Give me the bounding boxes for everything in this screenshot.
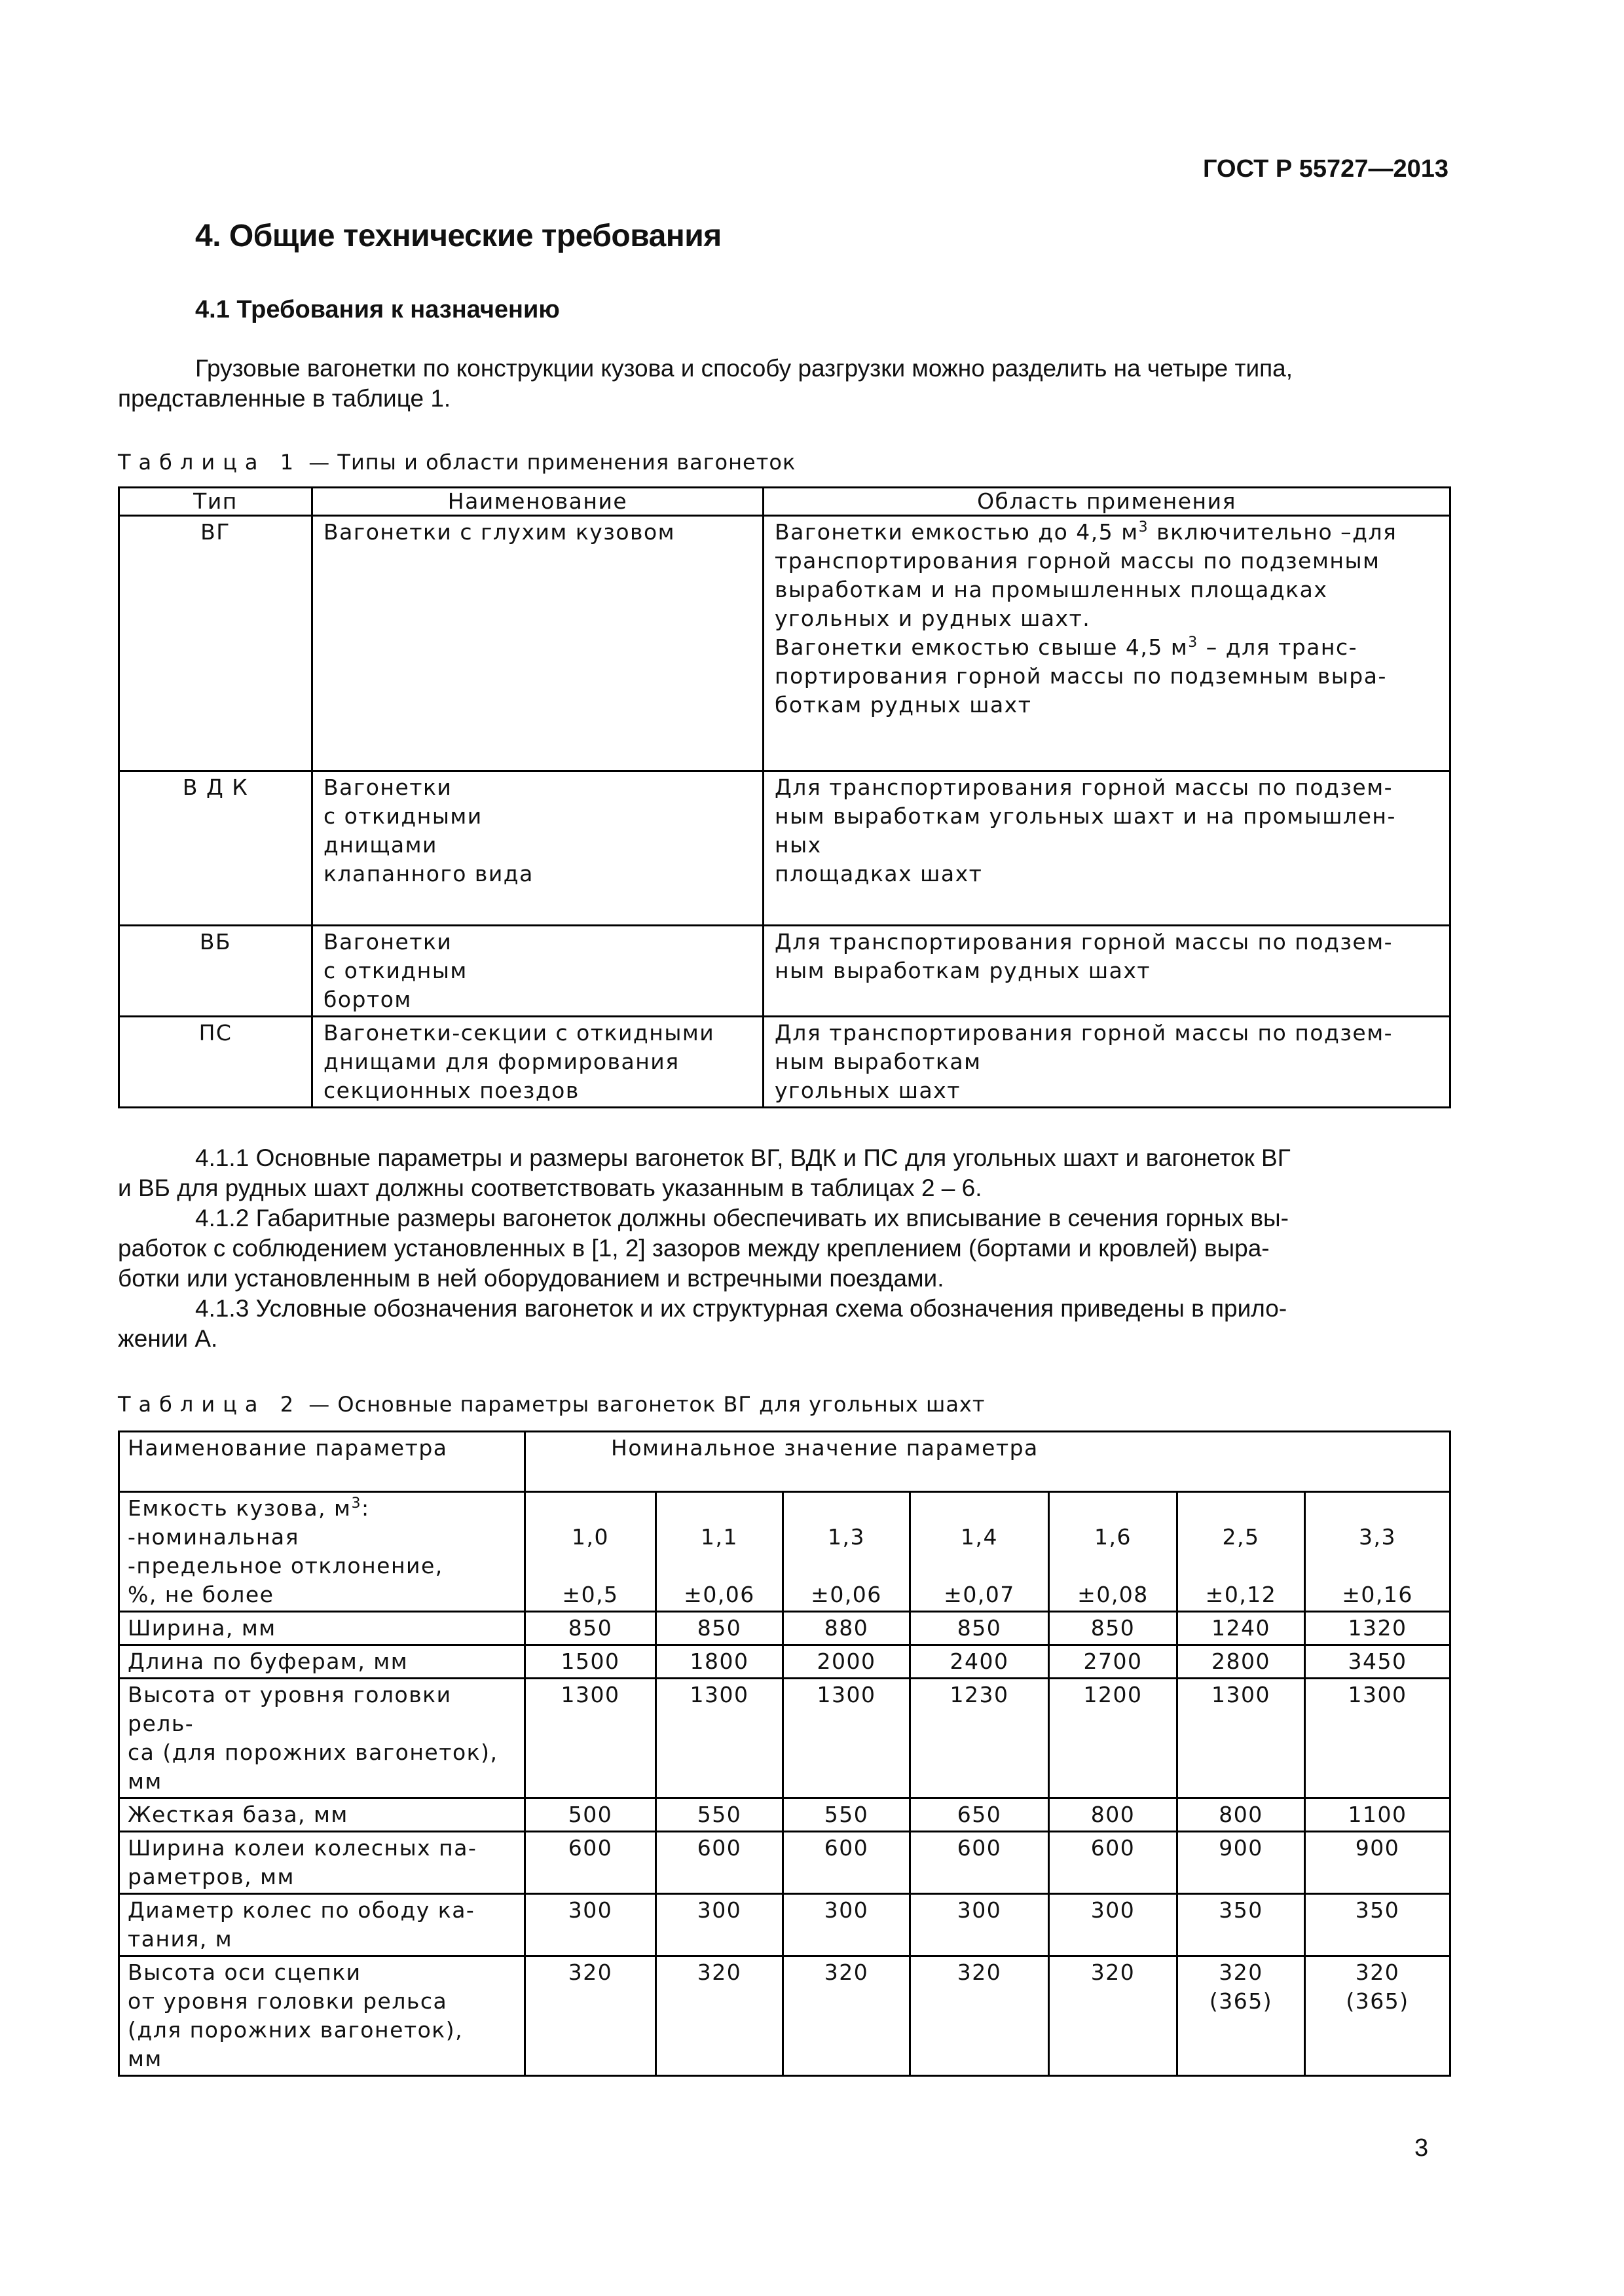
table2-value: 1300: [1211, 1682, 1270, 1707]
table2-value-cell: [1305, 1894, 1450, 1956]
table2-param-cell-line: Ширина, мм: [128, 1615, 276, 1641]
table2-value-cell: [910, 1798, 1049, 1832]
clause-4-1-3: [118, 1294, 1449, 1354]
table2-value-cell: [1305, 1956, 1450, 2076]
table2-param-cell-line: мм: [128, 2046, 162, 2071]
capacity-nominal: 1,3: [828, 1524, 865, 1550]
table2-value-cell: [783, 1798, 910, 1832]
table2-value-cell: [656, 1894, 783, 1956]
capacity-tolerance: ±0,12: [1205, 1582, 1277, 1607]
capacity-nominal: 3,3: [1359, 1524, 1397, 1550]
table2-capacity-label-line: Емкость кузова, $м^3$:: [128, 1495, 370, 1521]
table2-value: 350: [1219, 1897, 1263, 1923]
table2-row: [119, 1645, 1450, 1679]
table2-capacity-label: [119, 1492, 525, 1612]
clause-4-1-2: [118, 1203, 1449, 1294]
table1-area-cell-line: Для транспортирования горной массы по подзем-: [775, 1020, 1393, 1046]
table2-value-cell: [783, 1645, 910, 1679]
table1-name-cell: [312, 1017, 764, 1108]
table2-header-value: Номинальное значение параметра: [525, 1432, 1450, 1492]
table-1: [118, 486, 1451, 1108]
table1-area-cell-line: боткам рудных шахт: [775, 692, 1032, 718]
table2-value: 320: [824, 1959, 869, 1985]
table1-name-cell-line: клапанного вида: [323, 861, 534, 886]
table2-value: 300: [957, 1897, 1002, 1923]
capacity-gap: [1186, 1552, 1296, 1580]
table2-value-cell: [910, 1832, 1049, 1894]
table2-value: 2400: [950, 1649, 1009, 1674]
table1-area-cell-line: угольных шахт: [775, 1078, 961, 1103]
table2-capacity-row: [119, 1492, 1450, 1612]
table1-area-cell-line: площадках шахт: [775, 861, 983, 886]
table2-value-cell: [525, 1612, 656, 1645]
table2-capacity-cell: [1305, 1492, 1450, 1612]
table2-caption-text: — Основные параметры вагонеток ВГ для угольных шахт: [301, 1392, 986, 1417]
capacity-gap: [665, 1552, 774, 1580]
table2-value: 320: [568, 1959, 613, 1985]
table2-param-cell-line: Высота оси сцепки: [128, 1959, 361, 1985]
table2-row: [119, 1798, 1450, 1832]
intro-paragraph: [118, 354, 1449, 414]
clause-line: 4.1.3 Условные обозначения вагонеток и их структурная схема обозначения приведены в прило-: [195, 1295, 1287, 1322]
table2-value: 1300: [561, 1682, 620, 1707]
table2-param-cell-line: Ширина колеи колесных па-: [128, 1835, 477, 1861]
table2-param-cell-line: Диаметр колес по ободу ка-: [128, 1897, 475, 1923]
table2-value: 1800: [690, 1649, 749, 1674]
table2-value-cell: [1305, 1612, 1450, 1645]
table2-value: 600: [568, 1835, 613, 1861]
table1-area-cell: [764, 926, 1450, 1017]
table2-value: 2000: [817, 1649, 876, 1674]
table2-value-cell: [1049, 1612, 1177, 1645]
table2-value-cell: [783, 1832, 910, 1894]
table2-param-cell: [119, 1894, 525, 1956]
table2-value-cell: [910, 1679, 1049, 1798]
table2-value: 320: [1090, 1959, 1135, 1985]
table2-row: [119, 1612, 1450, 1645]
table2-param-cell-line: мм: [128, 1768, 162, 1794]
table2-value: 650: [957, 1802, 1002, 1827]
table2-value: 1300: [690, 1682, 749, 1707]
table2-value: 320: [957, 1959, 1002, 1985]
table2-value-cell: [1177, 1894, 1305, 1956]
table2-param-cell: [119, 1679, 525, 1798]
table2-value-cell: [1305, 1645, 1450, 1679]
table1-header-cell: Область применения: [764, 488, 1450, 516]
table2-value: 320: [1219, 1959, 1263, 1985]
table1-name-cell-line: Вагонетки с глухим кузовом: [323, 519, 676, 545]
table1-name-cell: [312, 926, 764, 1017]
table2-value: 600: [957, 1835, 1002, 1861]
table2-param-cell-line: Длина по буферам, мм: [128, 1649, 409, 1674]
table2-value-cell: [525, 1956, 656, 2076]
table2-capacity-label-line: -предельное отклонение,: [128, 1553, 443, 1578]
table2-value-cell: [783, 1612, 910, 1645]
table1-header-cell: Наименование: [312, 488, 764, 516]
table2-value: 3450: [1348, 1649, 1407, 1674]
subsection-title: 4.1 Требования к назначению: [195, 296, 560, 323]
table2-capacity-cell: [910, 1492, 1049, 1612]
capacity-nominal: 1,6: [1094, 1524, 1132, 1550]
table2-header-row: [119, 1432, 1450, 1492]
table1-area-cell-line: ным выработкам угольных шахт и на промышлен-: [775, 803, 1396, 829]
table1-header-cell: Тип: [119, 488, 312, 516]
table1-area-cell-line: ным выработкам: [775, 1049, 982, 1074]
table2-value: 550: [697, 1802, 742, 1827]
table2-value: 1200: [1083, 1682, 1143, 1707]
table2-value: 2700: [1083, 1649, 1143, 1674]
table2-value-cell: [656, 1679, 783, 1798]
table2-value-cell: [656, 1612, 783, 1645]
table2-value: 350: [1355, 1897, 1400, 1923]
capacity-tolerance: ±0,16: [1342, 1582, 1413, 1607]
table2-param-cell: [119, 1832, 525, 1894]
table1-name-cell-line: секционных поездов: [323, 1078, 580, 1103]
table2-value-cell: [1305, 1832, 1450, 1894]
table2-value-cell: [656, 1832, 783, 1894]
table2-param-cell-line: са (для порожних вагонеток),: [128, 1740, 498, 1765]
table1-type-cell: В Д К: [119, 771, 312, 926]
table1-area-cell-line: угольных и рудных шахт.: [775, 606, 1091, 631]
table2-capacity-label-line: %, не более: [128, 1582, 274, 1607]
document-code: ГОСТ Р 55727—2013: [1203, 155, 1449, 183]
table2-caption: [118, 1392, 986, 1417]
table1-name-cell-line: с откидным: [323, 958, 468, 983]
table1-area-cell-line: ных: [775, 832, 822, 858]
capacity-nominal: 1,1: [701, 1524, 738, 1550]
table2-value: 300: [1090, 1897, 1135, 1923]
table1-caption-text: — Типы и области применения вагонеток: [301, 450, 796, 475]
table2-param-cell: [119, 1612, 525, 1645]
table2-value-cell: [656, 1645, 783, 1679]
table1-name-cell-line: бортом: [323, 987, 412, 1012]
capacity-tolerance: ±0,5: [562, 1582, 619, 1607]
table2-param-cell-line: раметров, мм: [128, 1864, 295, 1889]
table2-value-cell: [1049, 1894, 1177, 1956]
table1-type-cell: ВГ: [119, 516, 312, 771]
table2-value-cell: [1049, 1798, 1177, 1832]
table2-capacity-cell: [1049, 1492, 1177, 1612]
table2-value-cell: [1049, 1956, 1177, 2076]
table2-value: 900: [1219, 1835, 1263, 1861]
table1-name-cell-line: Вагонетки: [323, 929, 452, 955]
table2-value: 800: [1090, 1802, 1135, 1827]
table1-type-cell: ПС: [119, 1017, 312, 1108]
table2-value-cell: [1177, 1832, 1305, 1894]
table2-header-param: Наименование параметра: [119, 1432, 525, 1492]
table2-value-cell: [525, 1832, 656, 1894]
table2-param-cell-line: тания, м: [128, 1926, 233, 1952]
table2-value: 850: [957, 1615, 1002, 1641]
table1-name-cell-line: днищами: [323, 832, 437, 858]
table2-value: 1230: [950, 1682, 1009, 1707]
capacity-tolerance: ±0,08: [1077, 1582, 1149, 1607]
clause-line: ботки или установленным в ней оборудованием и встречными поездами.: [118, 1265, 944, 1292]
table1-row: [119, 1017, 1450, 1108]
table2-param-cell-line: (для порожних вагонеток),: [128, 2017, 464, 2043]
table1-type-cell: ВБ: [119, 926, 312, 1017]
table2-value-cell: [1177, 1645, 1305, 1679]
table2-value: 1240: [1211, 1615, 1270, 1641]
table2-value-cell: [910, 1956, 1049, 2076]
intro-line: представленные в таблице 1.: [118, 385, 451, 412]
table1-row: [119, 516, 1450, 771]
table1-area-cell: [764, 1017, 1450, 1108]
table1-name-cell-line: Вагонетки: [323, 774, 452, 800]
table2-value: 880: [824, 1615, 869, 1641]
table2-value-cell: [783, 1894, 910, 1956]
table2-value-cell: [783, 1956, 910, 2076]
table2-value: 1320: [1348, 1615, 1407, 1641]
table2-param-cell-line: от уровня головки рельса: [128, 1988, 448, 2014]
table2-param-cell-line: Жесткая база, мм: [128, 1802, 348, 1827]
table2-value-cell: [1177, 1612, 1305, 1645]
clause-4-1-1: [118, 1143, 1449, 1203]
capacity-nominal: 2,5: [1222, 1524, 1260, 1550]
table1-name-cell-line: с откидными: [323, 803, 483, 829]
table2-param-cell-line: Высота от уровня головки рель-: [128, 1682, 452, 1736]
clause-line: и ВБ для рудных шахт должны соответствовать указанным в таблицах 2 – 6.: [118, 1175, 982, 1201]
table1-area-cell: [764, 771, 1450, 926]
table2-capacity-cell: [525, 1492, 656, 1612]
table2-value: 2800: [1211, 1649, 1270, 1674]
table2-value-cell: [525, 1798, 656, 1832]
table2-value-cell: [910, 1645, 1049, 1679]
table2-value: 1100: [1348, 1802, 1407, 1827]
table2-value: (365): [1346, 1988, 1409, 2014]
table2-value-cell: [525, 1894, 656, 1956]
table2-value-cell: [910, 1612, 1049, 1645]
table2-value-cell: [525, 1645, 656, 1679]
table2-value: 300: [824, 1897, 869, 1923]
table1-row: [119, 771, 1450, 926]
table2-value-cell: [1177, 1798, 1305, 1832]
table2-value: 300: [568, 1897, 613, 1923]
table1-area-cell: [764, 516, 1450, 771]
table2-value-cell: [1049, 1645, 1177, 1679]
capacity-gap: [1314, 1552, 1441, 1580]
table1-area-cell-line: Для транспортирования горной массы по подзем-: [775, 774, 1393, 800]
table2-value: 320: [1355, 1959, 1400, 1985]
table1-area-cell-line: ным выработкам рудных шахт: [775, 958, 1151, 983]
table2-value-cell: [525, 1679, 656, 1798]
table1-row: [119, 926, 1450, 1017]
page-number: 3: [1414, 2134, 1429, 2162]
table2-value-cell: [1177, 1956, 1305, 2076]
table2-row: [119, 1832, 1450, 1894]
table2-value: 500: [568, 1802, 613, 1827]
table2-row: [119, 1894, 1450, 1956]
table2-value: 850: [697, 1615, 742, 1641]
table2-value-cell: [1305, 1798, 1450, 1832]
table2-param-cell: [119, 1798, 525, 1832]
clause-line: работок с соблюдением установленных в [1, 2] зазоров между креплением (бортами и кровлей) выра-: [118, 1235, 1270, 1262]
table2-caption-label: Таблица 2: [118, 1392, 302, 1417]
table1-area-cell-line: транспортирования горной массы по подземным: [775, 548, 1380, 574]
capacity-gap: [1058, 1552, 1168, 1580]
capacity-nominal: 1,4: [961, 1524, 998, 1550]
capacity-gap: [534, 1552, 647, 1580]
capacity-tolerance: ±0,06: [684, 1582, 755, 1607]
table2-value-cell: [1049, 1679, 1177, 1798]
table2-param-cell: [119, 1645, 525, 1679]
table1-name-cell: [312, 771, 764, 926]
table2-row: [119, 1679, 1450, 1798]
table2-value-cell: [656, 1798, 783, 1832]
table2-capacity-label-line: -номинальная: [128, 1524, 300, 1550]
table1-header-row: [119, 488, 1450, 516]
table1-caption-label: Таблица 1: [118, 450, 302, 475]
table2-value: 550: [824, 1802, 869, 1827]
table2-value: 600: [697, 1835, 742, 1861]
table2-capacity-cell: [1177, 1492, 1305, 1612]
table1-caption: [118, 450, 796, 475]
table2-value: 900: [1355, 1835, 1400, 1861]
clause-line: 4.1.1 Основные параметры и размеры вагонеток ВГ, ВДК и ПС для угольных шахт и вагонеток ВГ: [195, 1144, 1291, 1171]
table2-param-cell: [119, 1956, 525, 2076]
table2-value: 1500: [561, 1649, 620, 1674]
table1-area-cell-line: портирования горной массы по подземным выра-: [775, 663, 1387, 689]
table2-value-cell: [910, 1894, 1049, 1956]
table2-value-cell: [656, 1956, 783, 2076]
capacity-gap: [919, 1552, 1040, 1580]
clause-line: 4.1.2 Габаритные размеры вагонеток должны обеспечивать их вписывание в сечения горных вы-: [195, 1205, 1289, 1231]
table2-value: 1300: [817, 1682, 876, 1707]
table2-value: 850: [1090, 1615, 1135, 1641]
table-2: [118, 1430, 1451, 2077]
capacity-tolerance: ±0,07: [944, 1582, 1015, 1607]
table2-capacity-cell: [783, 1492, 910, 1612]
table1-area-cell-line: Вагонетки емкостью до 4,5 $м^3$ включительно –для: [775, 519, 1397, 545]
table2-value: 600: [1090, 1835, 1135, 1861]
table2-value: 850: [568, 1615, 613, 1641]
intro-line: Грузовые вагонетки по конструкции кузова и способу разгрузки можно разделить на четыре типа,: [195, 355, 1293, 382]
table1-area-cell-line: выработкам и на промышленных площадках: [775, 577, 1328, 602]
capacity-gap: [792, 1552, 901, 1580]
capacity-nominal: 1,0: [572, 1524, 609, 1550]
table2-value: (365): [1209, 1988, 1273, 2014]
table2-capacity-cell: [656, 1492, 783, 1612]
table2-value-cell: [1305, 1679, 1450, 1798]
clause-line: жении А.: [118, 1325, 218, 1352]
table2-row: [119, 1956, 1450, 2076]
section-title: 4. Общие технические требования: [195, 219, 722, 253]
table2-value: 1300: [1348, 1682, 1407, 1707]
table2-value: 320: [697, 1959, 742, 1985]
table2-value-cell: [1049, 1832, 1177, 1894]
table2-value: 600: [824, 1835, 869, 1861]
table1-area-cell-line: Для транспортирования горной массы по подзем-: [775, 929, 1393, 955]
capacity-tolerance: ±0,06: [811, 1582, 882, 1607]
table2-value-cell: [1177, 1679, 1305, 1798]
table1-name-cell-line: Вагонетки-секции с откидными: [323, 1020, 715, 1046]
table2-value: 300: [697, 1897, 742, 1923]
table1-name-cell: [312, 516, 764, 771]
table2-value-cell: [783, 1679, 910, 1798]
table1-area-cell-line: Вагонетки емкостью свыше 4,5 $м^3$ – для транс-: [775, 634, 1358, 660]
table2-value: 800: [1219, 1802, 1263, 1827]
table1-name-cell-line: днищами для формирования: [323, 1049, 680, 1074]
